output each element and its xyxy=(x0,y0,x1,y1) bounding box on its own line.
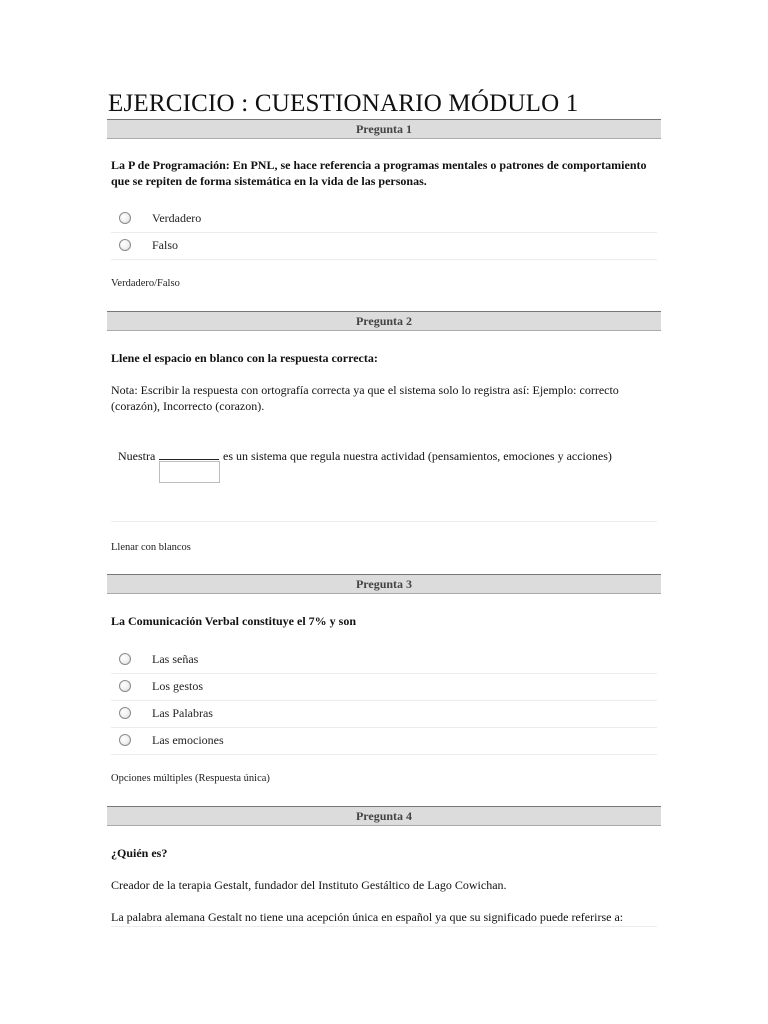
question-3-type: Opciones múltiples (Respuesta única) xyxy=(111,773,270,784)
question-1-header: Pregunta 1 xyxy=(107,119,661,139)
question-2-note-line-1: Nota: Escribir la respuesta con ortografía correcta ya que el sistema solo lo registra así: Ejemplo: correcto xyxy=(111,383,619,397)
option-label: Verdadero xyxy=(152,211,202,225)
radio-button[interactable] xyxy=(119,680,131,692)
fill-blank-text-after: es un sistema que regula nuestra actividad (pensamientos, emociones y acciones) xyxy=(223,449,612,463)
radio-button[interactable] xyxy=(119,653,131,665)
question-1-prompt-line-1: La P de Programación: En PNL, se hace referencia a programas mentales o patrones de comportamiento xyxy=(111,158,647,172)
option-label: Las emociones xyxy=(152,733,224,747)
divider xyxy=(111,521,657,522)
question-1-option-verdadero[interactable] xyxy=(111,205,657,233)
question-2-header: Pregunta 2 xyxy=(107,311,661,331)
question-1-prompt-line-2: que se repiten de forma sistemática en la vida de las personas. xyxy=(111,174,427,188)
option-label: Las Palabras xyxy=(152,706,213,720)
option-label: Falso xyxy=(152,238,179,252)
radio-button[interactable] xyxy=(119,212,131,224)
question-2-prompt: Llene el espacio en blanco con la respuesta correcta: xyxy=(111,351,378,365)
page-title: EJERCICIO : CUESTIONARIO MÓDULO 1 xyxy=(108,90,579,117)
fill-blank-underline xyxy=(159,459,219,460)
radio-button[interactable] xyxy=(119,734,131,746)
divider xyxy=(111,926,657,927)
option-label: Los gestos xyxy=(152,679,203,693)
question-3-option-los-gestos[interactable] xyxy=(111,673,657,701)
question-2-note-line-2: (corazón), Incorrecto (corazon). xyxy=(111,399,265,413)
question-3-prompt: La Comunicación Verbal constituye el 7% y son xyxy=(111,614,357,628)
fill-blank-text-before: Nuestra xyxy=(118,449,156,463)
fill-blank-input[interactable] xyxy=(159,461,220,483)
question-4-text-line-2: La palabra alemana Gestalt no tiene una acepción única en español ya que su significado puede referirse a: xyxy=(111,910,624,924)
question-1-type: Verdadero/Falso xyxy=(111,278,180,289)
question-3-option-las-senas[interactable] xyxy=(111,646,657,674)
question-4-header: Pregunta 4 xyxy=(107,806,661,826)
question-2-type: Llenar con blancos xyxy=(111,542,191,553)
question-4-prompt: ¿Quién es? xyxy=(111,846,168,860)
question-3-option-las-emociones[interactable] xyxy=(111,727,657,755)
question-3-option-las-palabras[interactable] xyxy=(111,700,657,728)
radio-button[interactable] xyxy=(119,707,131,719)
question-3-header: Pregunta 3 xyxy=(107,574,661,594)
option-label: Las señas xyxy=(152,652,199,666)
question-1-option-falso[interactable] xyxy=(111,232,657,260)
question-4-text-line-1: Creador de la terapia Gestalt, fundador del Instituto Gestáltico de Lago Cowichan. xyxy=(111,878,507,892)
radio-button[interactable] xyxy=(119,239,131,251)
